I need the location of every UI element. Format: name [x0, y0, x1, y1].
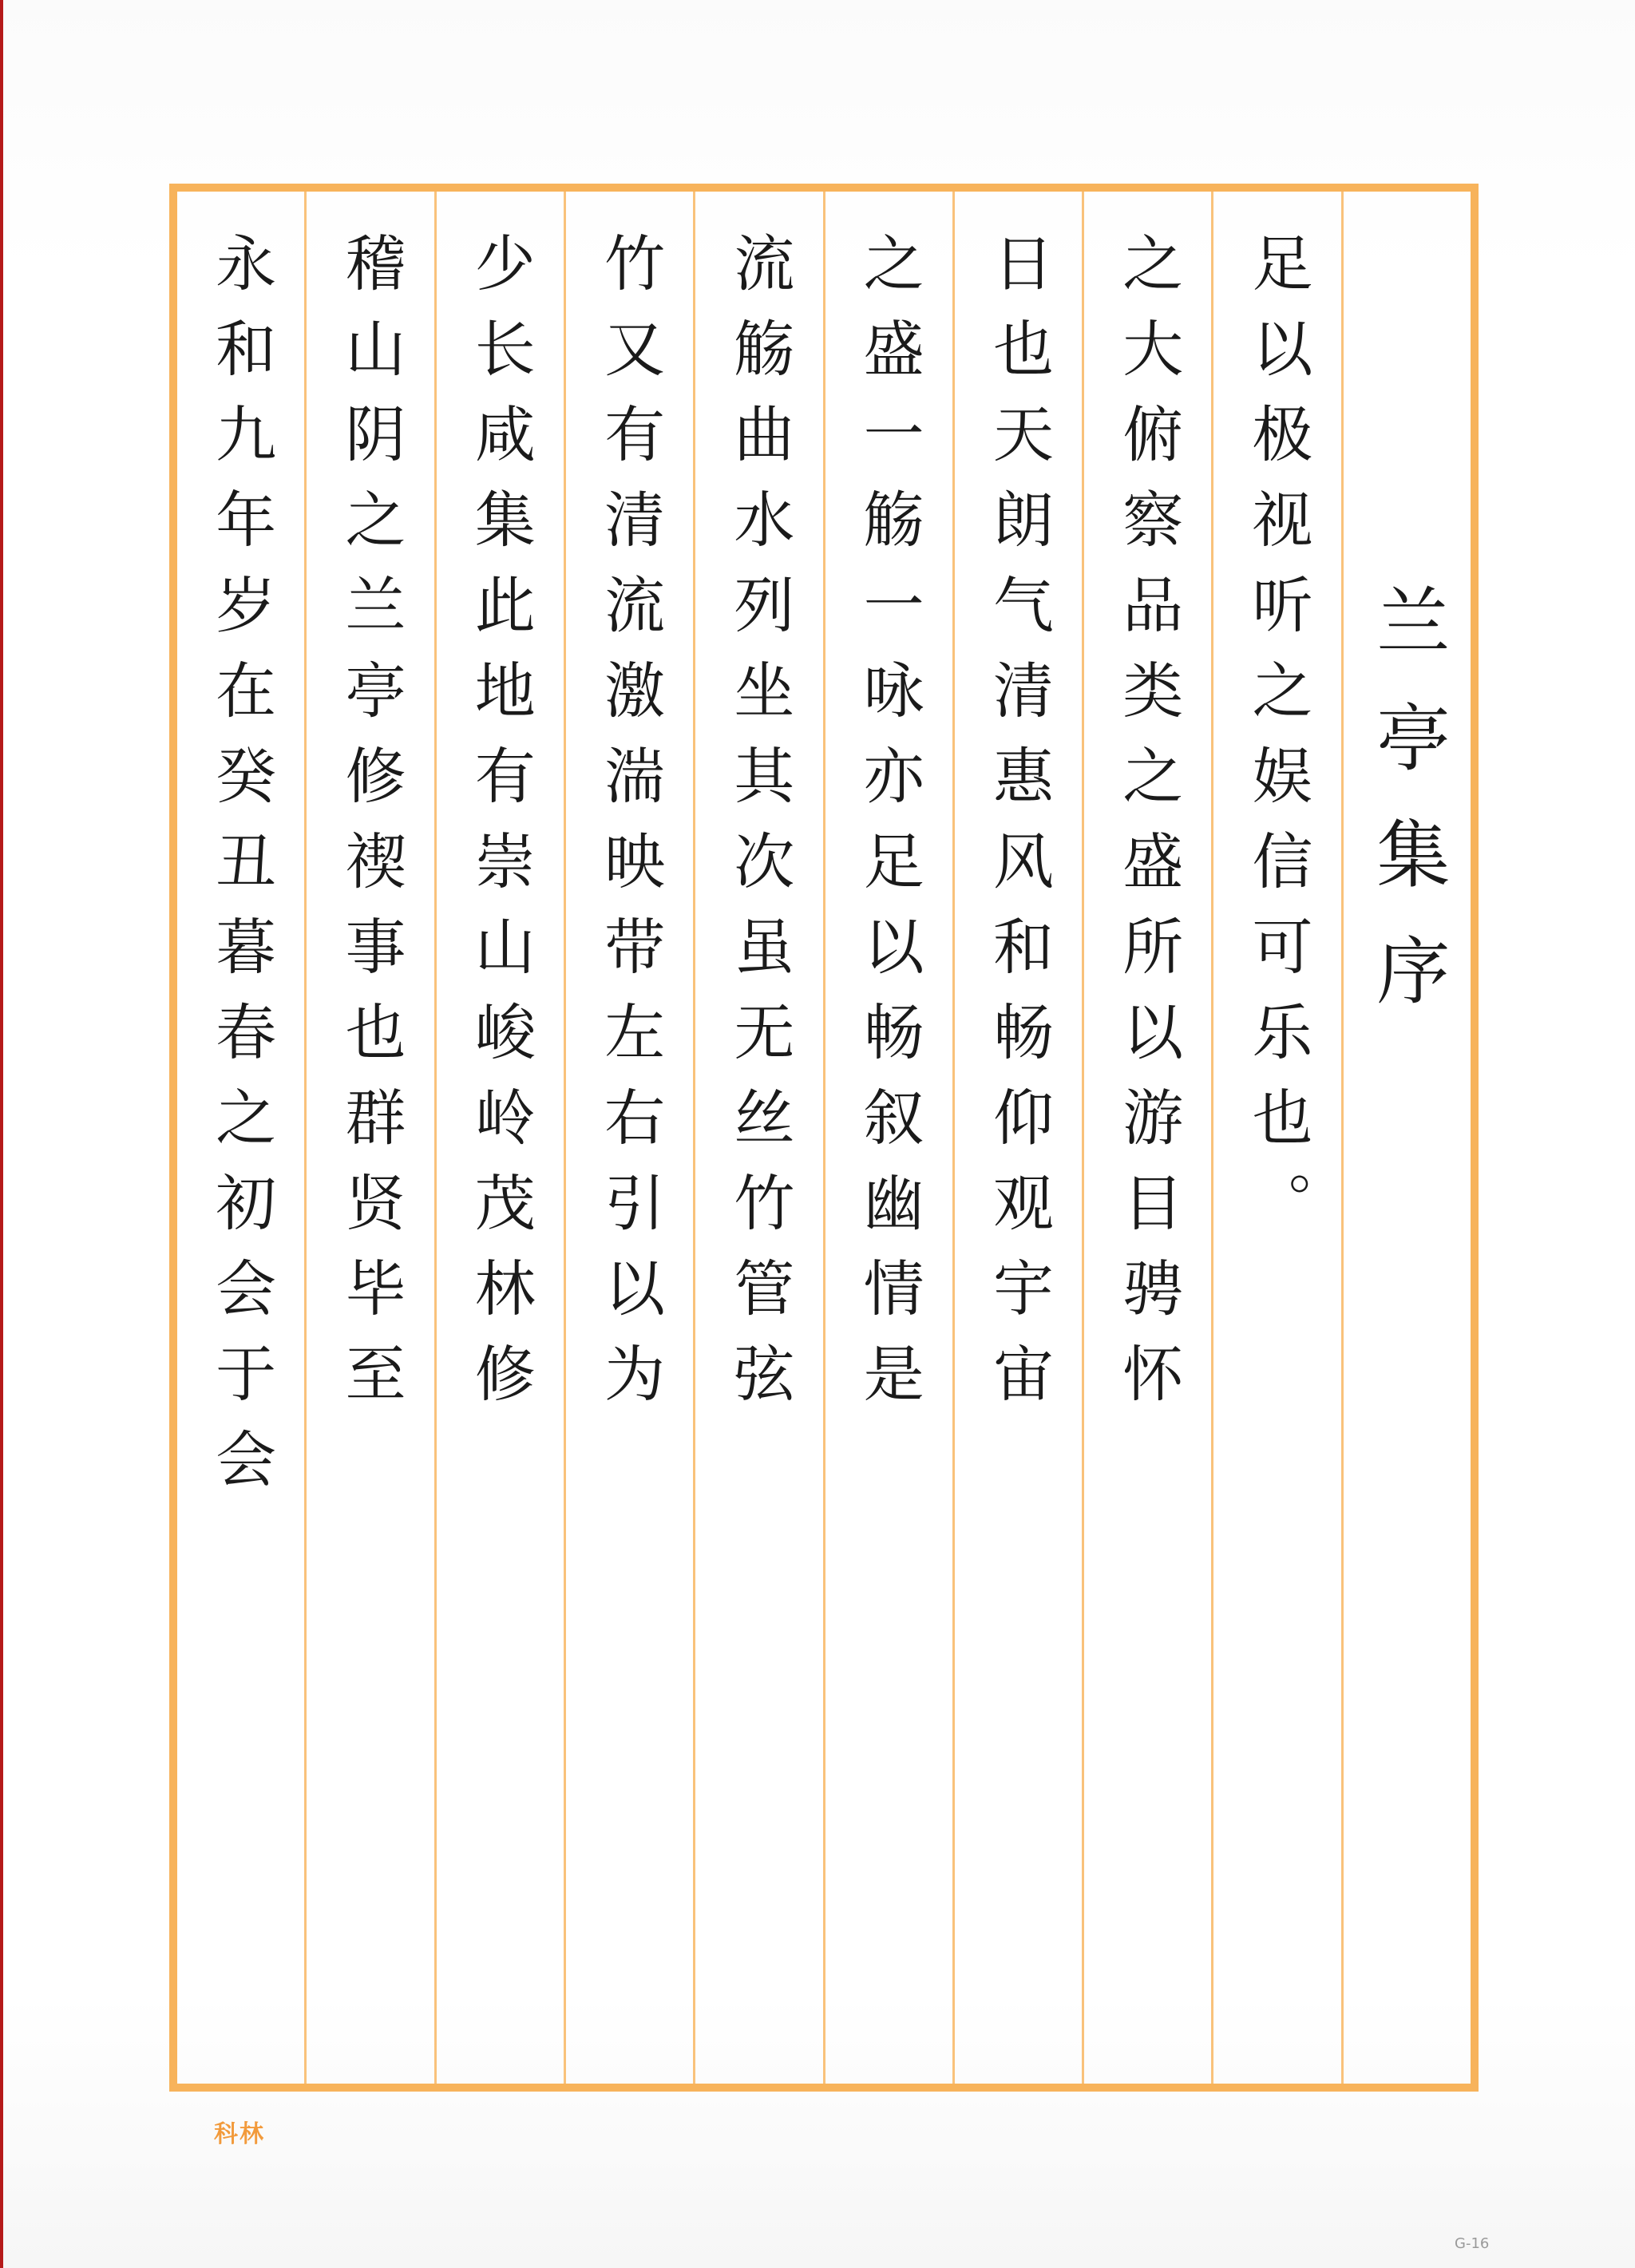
column-text: 之大俯察品类之盛所以游目骋怀 [1112, 232, 1184, 1427]
column-text: 永和九年岁在癸丑暮春之初会于会 [205, 232, 277, 1513]
column-text: 流觞曲水列坐其次虽无丝竹管弦 [723, 232, 795, 1427]
page-code: G-16 [1455, 2235, 1490, 2252]
text-column-5 [693, 192, 822, 2084]
text-column-6 [564, 192, 693, 2084]
text-column-9 [177, 192, 304, 2084]
column-text: 稽山阴之兰亭修禊事也群贤毕至 [335, 232, 406, 1427]
column-text: 少长咸集此地有崇山峻岭茂林修 [465, 232, 536, 1427]
brand-logo: 科林 [214, 2120, 265, 2148]
text-column-8 [304, 192, 433, 2084]
column-text: 竹又有清流激湍映带左右引以为 [594, 232, 666, 1427]
title-column [1341, 192, 1471, 2084]
page-edge-stripe [0, 0, 3, 2268]
document-title: 兰亭集序 [1364, 583, 1451, 1049]
text-column-1 [1211, 192, 1340, 2084]
column-text: 日也天朗气清惠风和畅仰观宇宙 [983, 232, 1055, 1427]
text-column-3 [952, 192, 1082, 2084]
column-text: 之盛一觞一咏亦足以畅叙幽情是 [853, 232, 925, 1427]
column-text: 足以极视听之娱信可乐也。 [1242, 232, 1314, 1257]
writing-grid [169, 184, 1479, 2092]
text-column-7 [434, 192, 564, 2084]
text-column-4 [823, 192, 952, 2084]
text-column-2 [1082, 192, 1211, 2084]
